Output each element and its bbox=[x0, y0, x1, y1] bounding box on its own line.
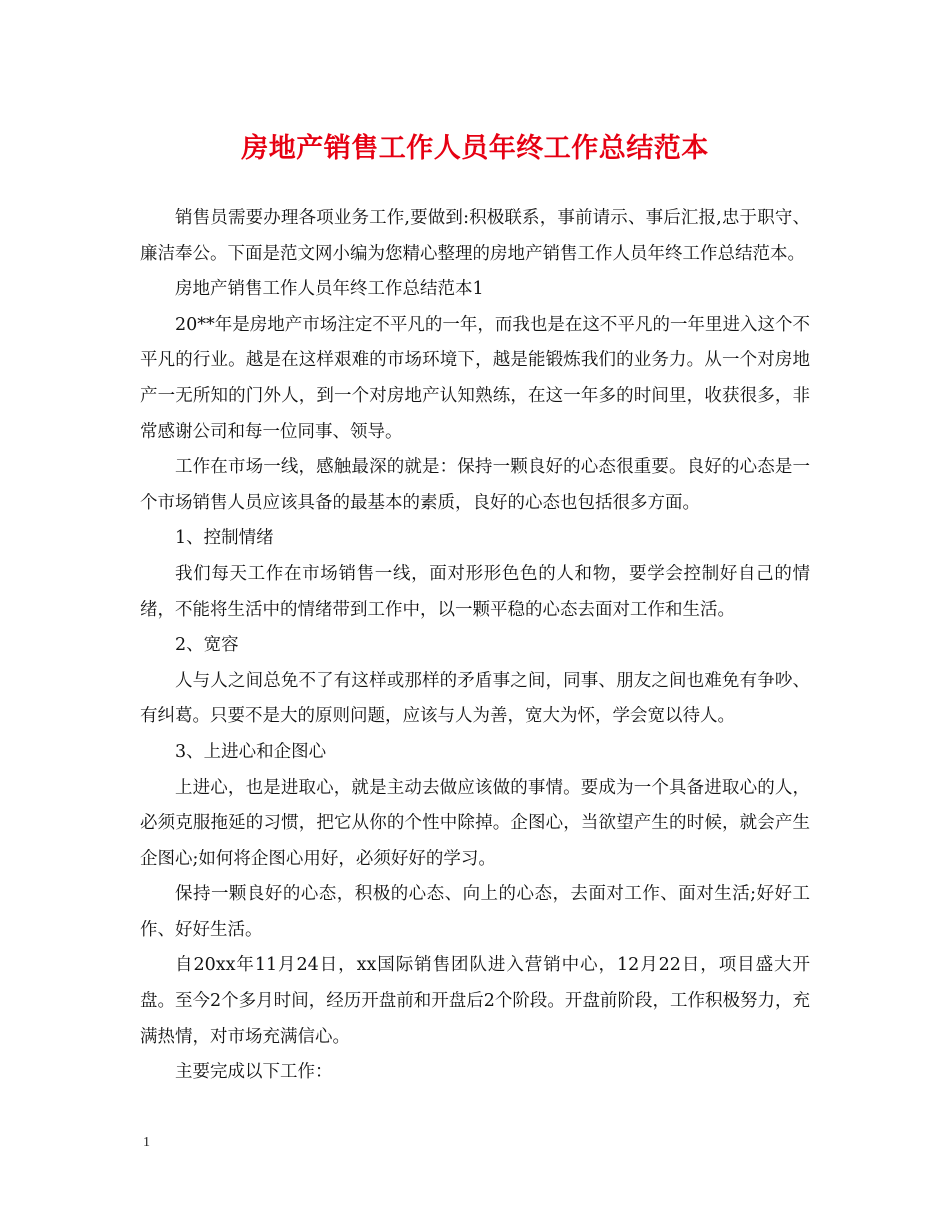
subsection-heading: 3、上进心和企图心 bbox=[175, 741, 327, 762]
intro-paragraph: 销售员需要办理各项业务工作,要做到:积极联系，事前请示、事后汇报,忠于职守、廉洁奉公。下面是范文网小编为您精心整理的房地产销售工作人员年终工作总结范本。 bbox=[140, 208, 810, 264]
subsection-heading: 2、宽容 bbox=[175, 635, 239, 656]
body-paragraph: 人与人之间总免不了有这样或那样的矛盾事之间，同事、朋友之间也难免有争吵、有纠葛。只要不是大的原则问题，应该与人为善，宽大为怀，学会宽以待人。 bbox=[140, 670, 810, 727]
body-paragraph: 工作在市场一线，感触最深的就是：保持一颗良好的心态很重要。良好的心态是一个市场销售人员应该具备的最基本的素质，良好的心态也包括很多方面。 bbox=[140, 457, 810, 513]
body-paragraph: 保持一颗良好的心态，积极的心态、向上的心态，去面对工作、面对生活;好好工作、好好生活。 bbox=[140, 884, 810, 940]
body-paragraph: 我们每天工作在市场销售一线，面对形形色色的人和物，要学会控制好自己的情绪，不能将生活中的情绪带到工作中，以一颗平稳的心态去面对工作和生活。 bbox=[140, 563, 810, 620]
document-title: 房地产销售工作人员年终工作总结范本 bbox=[241, 133, 709, 164]
section-heading: 房地产销售工作人员年终工作总结范本1 bbox=[175, 279, 484, 300]
body-paragraph: 主要完成以下工作： bbox=[175, 1062, 333, 1083]
body-paragraph: 20**年是房地产市场注定不平凡的一年，而我也是在这不平凡的一年里进入这个不平凡的行业。越是在这样艰难的市场环境下，越是能锻炼我们的业务力。从一个对房地产一无所知的门外人，到一个对房地产认知熟练，在这一年多的时间里，收获很多，非常感谢公司和每一位同事、领导。 bbox=[140, 314, 810, 442]
page-number: 1 bbox=[143, 1135, 150, 1150]
body-paragraph: 自20xx年11月24日，xx国际销售团队进入营销中心，12月22日，项目盛大开盘。至今2个多月时间，经历开盘前和开盘后2个阶段。开盘前阶段，工作积极努力，充满热情，对市场充满信心。 bbox=[140, 955, 810, 1047]
document-body bbox=[140, 201, 810, 1091]
body-paragraph: 上进心，也是进取心，就是主动去做应该做的事情。要成为一个具备进取心的人，必须克服拖延的习惯，把它从你的个性中除掉。企图心，当欲望产生的时候，就会产生企图心;如何将企图心用好，必须好好的学习。 bbox=[140, 777, 810, 869]
subsection-heading: 1、控制情绪 bbox=[175, 528, 274, 549]
